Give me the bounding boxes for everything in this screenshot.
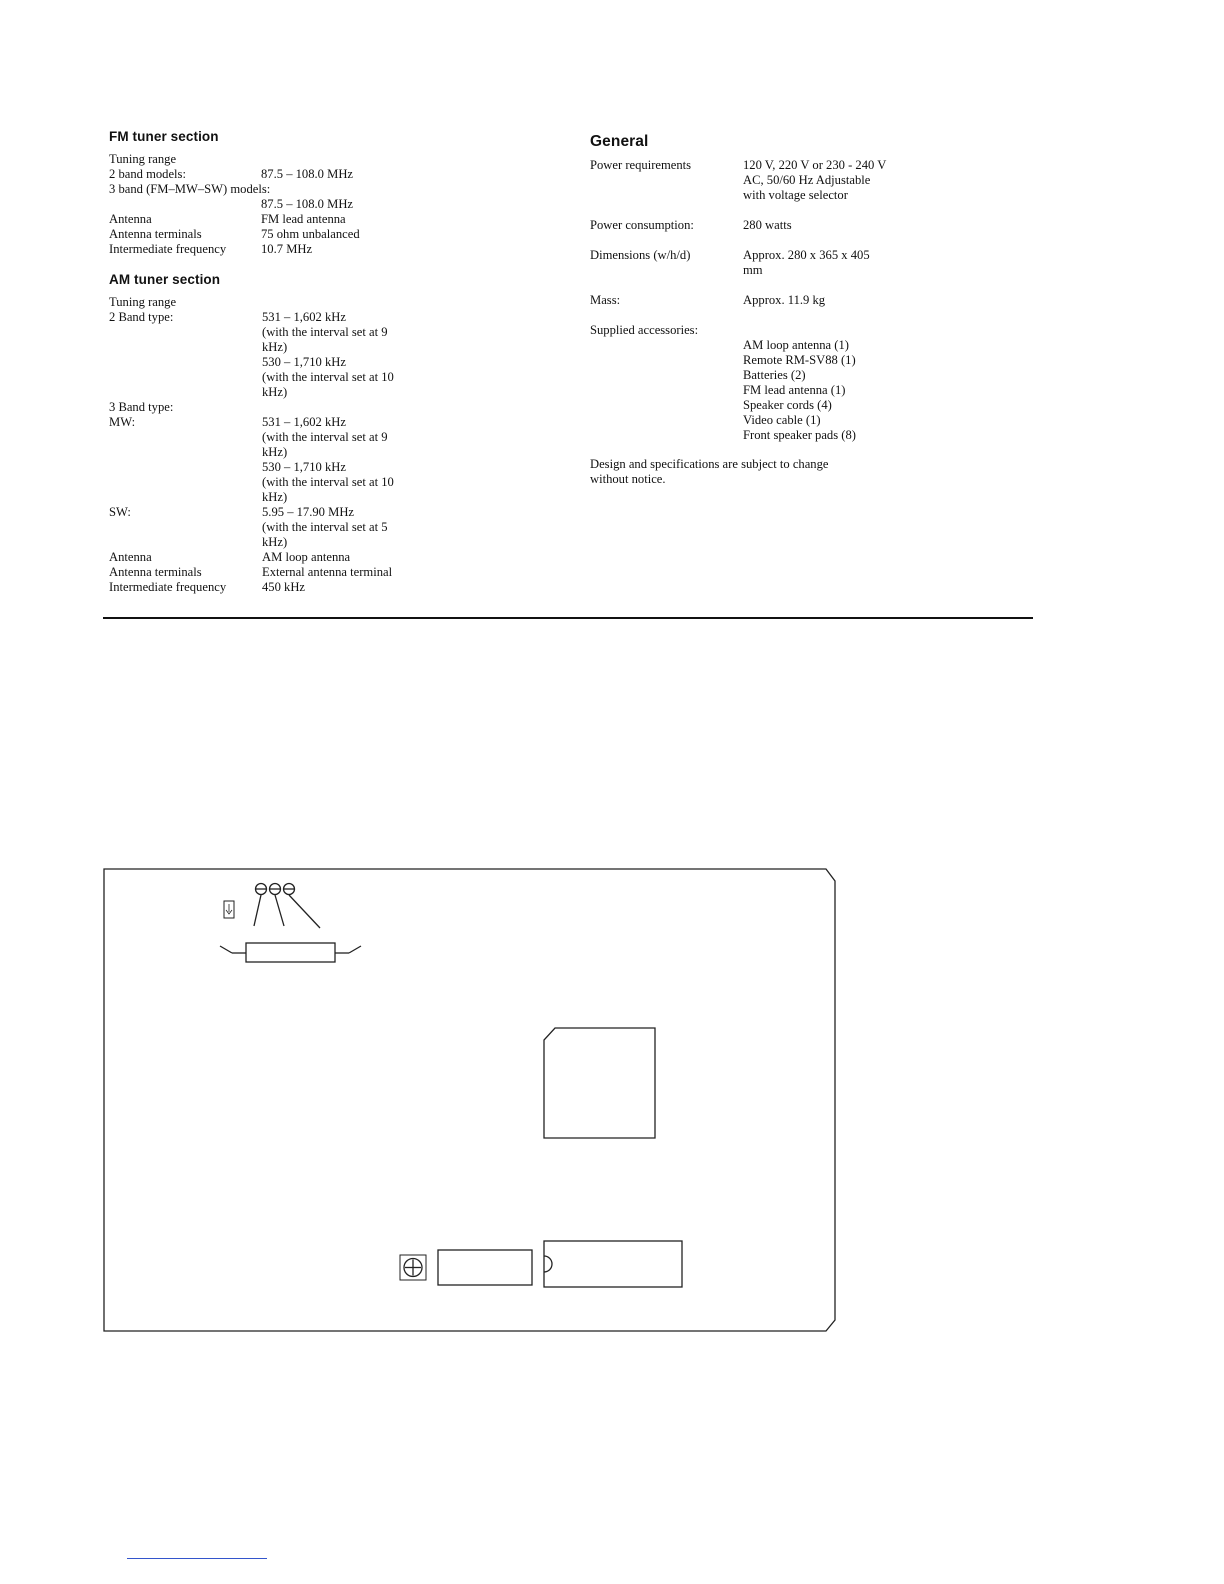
spec-value: 280 watts [743,218,792,232]
spec-value: AM loop antenna [262,550,351,564]
spec-value: Remote RM-SV88 (1) [743,353,856,367]
spec-value: 5.95 – 17.90 MHz [262,505,354,519]
spec-value: kHz) [262,340,288,354]
spec-label: Tuning range [109,152,177,166]
connector-block [438,1250,532,1285]
spec-value: (with the interval set at 10 [262,475,394,489]
note-line: without notice. [590,472,666,486]
spec-value: (with the interval set at 9 [262,430,388,444]
spec-value: 530 – 1,710 kHz [262,355,346,369]
spec-label: Antenna terminals [109,565,202,579]
spec-value: kHz) [262,535,288,549]
spec-label: Power consumption: [590,218,694,232]
spec-value: Front speaker pads (8) [743,428,856,442]
spec-value: (with the interval set at 9 [262,325,388,339]
spec-label: Tuning range [109,295,177,309]
spec-value: Approx. 280 x 365 x 405 [743,248,870,262]
spec-value: 87.5 – 108.0 MHz [261,197,353,211]
fm-section-heading: FM tuner section [109,129,219,144]
spec-label: MW: [109,415,136,429]
spec-value: (with the interval set at 10 [262,370,394,384]
spec-value: 530 – 1,710 kHz [262,460,346,474]
transistor-trio [254,884,320,929]
spec-label: 2 band models: [109,167,186,181]
screw-hole [400,1255,426,1280]
spec-label: Intermediate frequency [109,580,227,594]
spec-label: 3 Band type: [109,400,174,414]
spec-value: 531 – 1,602 kHz [262,310,346,324]
spec-label: Power requirements [590,158,692,172]
spec-label: Antenna [109,212,152,226]
spec-value: 10.7 MHz [261,242,313,256]
spec-value: with voltage selector [743,188,848,202]
spec-value: Approx. 11.9 kg [743,293,826,307]
spec-value: AM loop antenna (1) [743,338,849,352]
spec-value: FM lead antenna (1) [743,383,846,397]
spec-value: 531 – 1,602 kHz [262,415,346,429]
footer-link-underline[interactable] [127,1558,267,1559]
circuit-board-diagram [103,868,836,1333]
general-section-heading: General [590,133,649,150]
board-outline [104,869,835,1331]
spec-value: AC, 50/60 Hz Adjustable [743,173,871,187]
spec-label: Dimensions (w/h/d) [590,248,691,262]
spec-value: mm [743,263,763,277]
spec-value: Video cable (1) [743,413,821,427]
spec-value: kHz) [262,490,288,504]
resistor-component [220,943,361,962]
spec-value: (with the interval set at 5 [262,520,388,534]
spec-label: Antenna terminals [109,227,202,241]
spec-value: 87.5 – 108.0 MHz [261,167,353,181]
spec-value: Speaker cords (4) [743,398,832,412]
spec-value: kHz) [262,445,288,459]
spec-label: SW: [109,505,131,519]
am-section-heading: AM tuner section [109,272,221,287]
spec-label: Supplied accessories: [590,323,699,337]
spec-label: 2 Band type: [109,310,174,324]
spec-label: 3 band (FM–MW–SW) models: [109,182,271,196]
spec-value: External antenna terminal [262,565,393,579]
spec-label: Intermediate frequency [109,242,227,256]
spec-label: Antenna [109,550,152,564]
spec-label: Mass: [590,293,621,307]
ic-chip [544,1028,655,1138]
spec-value: 75 ohm unbalanced [261,227,360,241]
spec-value: FM lead antenna [261,212,346,226]
spec-value: 120 V, 220 V or 230 - 240 V [743,158,887,172]
ic-socket [544,1241,682,1287]
note-line: Design and specifications are subject to change [590,457,829,471]
spec-value: Batteries (2) [743,368,806,382]
spec-value: 450 kHz [262,580,306,594]
spec-value: kHz) [262,385,288,399]
section-divider [103,617,1033,619]
spec-change-note [590,457,829,487]
